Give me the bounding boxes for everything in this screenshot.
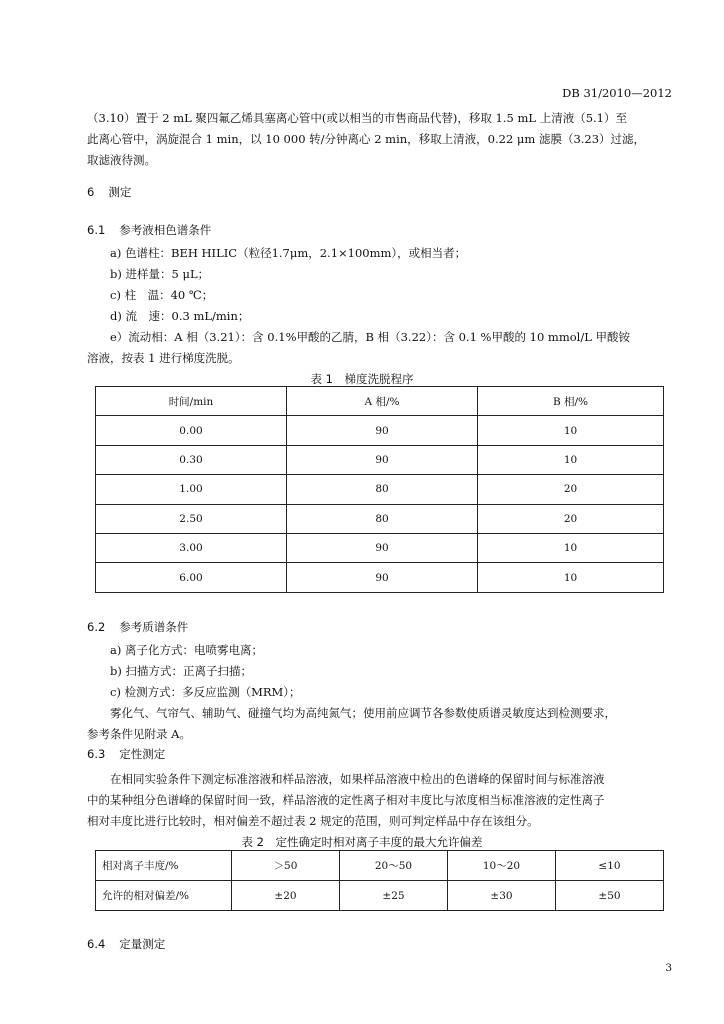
section-title: 测定 — [108, 185, 132, 199]
table-row-header: 相对离子丰度/% — [96, 851, 232, 881]
section-number: 6.3 — [87, 747, 106, 761]
list-item-continuation: 溶液，按表 1 进行梯度洗脱。 — [87, 351, 240, 365]
section-number: 6.2 — [87, 620, 106, 634]
table-cell: ±50 — [556, 881, 664, 911]
table-cell: 0.00 — [96, 416, 287, 445]
section-heading — [87, 222, 211, 238]
list-item: c) 柱 温：40 ℃； — [110, 288, 214, 302]
section-title: 定量测定 — [119, 937, 166, 951]
section-heading — [87, 746, 165, 762]
table-cell: 10 — [478, 445, 664, 474]
table-cell: 20 — [478, 475, 664, 504]
table-cell: 10 — [478, 533, 664, 562]
list-item: b) 扫描方式：正离子扫描； — [110, 664, 253, 678]
paragraph-line: 在相同实验条件下测定标准溶液和样品溶液，如果样品溶液中检出的色谱峰的保留时间与标准溶液 — [110, 772, 605, 786]
table-cell: 10 — [478, 563, 664, 592]
table-cell: 1.00 — [96, 475, 287, 504]
table-cell: ≤10 — [556, 851, 664, 881]
table-row — [96, 563, 664, 592]
section-title: 定性测定 — [119, 747, 166, 761]
list-item: a) 色谱柱：BEH HILIC（粒径1.7μm，2.1×100mm），或相当者； — [110, 246, 467, 260]
table-caption: 表 1 梯度洗脱程序 — [310, 372, 414, 386]
table-cell: 90 — [287, 533, 478, 562]
table-cell: 3.00 — [96, 533, 287, 562]
gradient-table — [95, 386, 664, 593]
paragraph-line: 中的某种组分色谱峰的保留时间一致，样品溶液的定性离子相对丰度比与浓度相当标准溶液的定性离子 — [87, 793, 605, 807]
paragraph-line: 参考条件见附录 A。 — [87, 727, 191, 741]
table-cell: ±25 — [340, 881, 448, 911]
table-caption: 表 2 定性确定时相对离子丰度的最大允许偏差 — [241, 835, 483, 849]
table-row — [96, 416, 664, 445]
paragraph-line: （3.10）置于 2 mL 聚四氟乙烯具塞离心管中(或以相当的市售商品代替)，移取 1.5 mL 上清液（5.1）至 — [87, 111, 627, 125]
list-item: b) 进样量：5 μL； — [110, 267, 210, 281]
section-number: 6 — [87, 185, 95, 199]
table-cell: 90 — [287, 445, 478, 474]
table-cell: ±30 — [448, 881, 556, 911]
table-header-cell: B 相/% — [478, 387, 664, 416]
table-row — [96, 475, 664, 504]
paragraph-line: 取滤液待测。 — [87, 153, 156, 167]
table-row — [96, 533, 664, 562]
table-cell: 90 — [287, 563, 478, 592]
table-cell: 20～50 — [340, 851, 448, 881]
doc-number: DB 31/2010—2012 — [562, 86, 672, 100]
list-item: d) 流 速：0.3 mL/min； — [110, 309, 250, 323]
table-row — [96, 881, 664, 911]
table-cell: 10～20 — [448, 851, 556, 881]
section-number: 6.1 — [87, 223, 106, 237]
table-header-row — [96, 387, 664, 416]
table-cell: 90 — [287, 416, 478, 445]
section-title: 参考质谱条件 — [119, 620, 189, 634]
table-row-header: 允许的相对偏差/% — [96, 881, 232, 911]
table-cell: 2.50 — [96, 504, 287, 533]
section-heading — [87, 936, 165, 952]
page-number: 3 — [665, 962, 672, 974]
table-cell: 10 — [478, 416, 664, 445]
table-row — [96, 504, 664, 533]
table-header-cell: A 相/% — [287, 387, 478, 416]
table-cell: 0.30 — [96, 445, 287, 474]
table-row — [96, 851, 664, 881]
table-cell: ±20 — [232, 881, 340, 911]
table-cell: 6.00 — [96, 563, 287, 592]
table-cell: 80 — [287, 504, 478, 533]
table-cell: 20 — [478, 504, 664, 533]
paragraph-line: 雾化气、气帘气、辅助气、碰撞气均为高纯氮气；使用前应调节各参数使质谱灵敏度达到检测要求， — [110, 706, 616, 720]
table-header-cell: 时间/min — [96, 387, 287, 416]
section-title: 参考液相色谱条件 — [119, 223, 212, 237]
paragraph-line: 此离心管中，涡旋混合 1 min，以 10 000 转/分钟离心 2 min，移取上清液，0.22 μm 滤膜（3.23）过滤， — [87, 132, 646, 146]
table-cell: ＞50 — [232, 851, 340, 881]
list-item: a) 离子化方式：电喷雾电离； — [110, 643, 263, 657]
table-cell: 80 — [287, 475, 478, 504]
deviation-table — [95, 850, 664, 911]
paragraph-line: 相对丰度比进行比较时，相对偏差不超过表 2 规定的范围，则可判定样品中存在该组分。 — [87, 814, 539, 828]
section-heading — [87, 619, 188, 635]
section-heading — [87, 184, 131, 200]
section-number: 6.4 — [87, 937, 106, 951]
list-item: c) 检测方式：多反应监测（MRM）； — [110, 685, 301, 699]
list-item: e）流动相：A 相（3.21）：含 0.1%甲酸的乙腈，B 相（3.22）：含 0.1 %甲酸的 10 mmol/L 甲酸铵 — [110, 330, 631, 344]
table-row — [96, 445, 664, 474]
